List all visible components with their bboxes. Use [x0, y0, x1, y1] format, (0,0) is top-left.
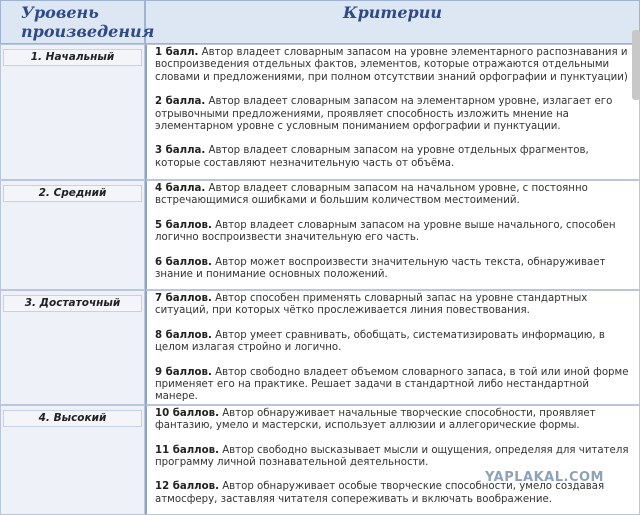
criteria-entry	[155, 257, 631, 282]
criteria-entry	[155, 183, 631, 208]
criteria-text: Автор может воспроизвести значительную часть текста, обнаруживает знание и понимание основных положений.	[155, 256, 606, 281]
criteria-text: Автор владеет словарным запасом на уровне отдельных фрагментов, которые составляют незначительную часть от объёма.	[155, 145, 589, 169]
score-label: 7 баллов.	[155, 293, 212, 304]
criteria-text: Автор способен применять словарный запас на уровне стандартных ситуаций, при которых чётко прослеживается линия повествования.	[155, 293, 588, 317]
criteria-text: Автор владеет словарным запасом на элементарном уровне, излагает его отрывочными предложениями, проявляет способность изложить мнение на элементарном уровне с условным пониманием орфографии и пунктуации.	[155, 96, 613, 133]
criteria-cell	[145, 44, 640, 180]
site-watermark: YAPLAKAL.COM	[485, 470, 604, 485]
criteria-entry	[155, 445, 631, 470]
criteria-entry	[155, 330, 631, 355]
level-column-header: Уровень произведения	[0, 0, 145, 44]
level-cell	[0, 180, 145, 290]
criteria-entry	[155, 293, 631, 318]
table-row	[0, 180, 640, 290]
level-label: 4. Высокий	[3, 410, 142, 427]
criteria-cell	[145, 405, 640, 515]
criteria-text: Автор умеет сравнивать, обобщать, систематизировать информацию, в целом излагая стройно и логично.	[155, 329, 605, 354]
criteria-entry	[155, 408, 631, 433]
criteria-text: Автор владеет словарным запасом на уровне элементарного распознавания и воспроизведения отдельных фактов, элементов, которые отражаются отдельными словами и предложениями, при полном отсутствии знаний орфографии и пунктуации)	[155, 47, 628, 83]
criteria-text: Автор свободно высказывает мысли и ощущения, определяя для читателя программу личной познавательной деятельности.	[155, 444, 629, 469]
level-label: 3. Достаточный	[3, 295, 142, 312]
criteria-entry	[155, 47, 631, 84]
level-label: 2. Средний	[3, 185, 142, 202]
criteria-cell	[145, 180, 640, 290]
criteria-entry	[155, 367, 631, 404]
criteria-entry	[155, 96, 631, 133]
scrollbar-thumb[interactable]	[632, 30, 640, 100]
score-label: 6 баллов.	[155, 256, 212, 268]
header-row	[0, 0, 640, 44]
level-label: 1. Начальный	[3, 49, 142, 66]
criteria-text: Автор свободно владеет объемом словарного запаса, в той или иной форме применяет его на практике. Решает задачи в стандартной либо нестандартной манере.	[155, 366, 629, 403]
score-label: 2 балла.	[155, 96, 206, 108]
score-label: 4 балла.	[155, 183, 206, 194]
criteria-entry	[155, 220, 631, 245]
score-label: 12 баллов.	[155, 481, 219, 493]
score-label: 3 балла.	[155, 145, 206, 157]
criteria-cell	[145, 290, 640, 405]
criteria-entry	[155, 145, 631, 170]
score-label: 10 баллов.	[155, 407, 219, 419]
criteria-entry	[155, 481, 631, 506]
table-row	[0, 290, 640, 405]
table-row	[0, 405, 640, 515]
criteria-text: Автор обнаруживает особые творческие способности, умело создавая атмосферу, заставляя читателя сопереживать и включать воображение.	[155, 481, 605, 505]
score-label: 9 баллов.	[155, 366, 212, 378]
score-label: 1 балл.	[155, 47, 199, 58]
level-cell	[0, 290, 145, 405]
criteria-text: Автор обнаруживает начальные творческие способности, проявляет фантазию, умело и мастерски, использует аллюзии и аллегорические формы.	[155, 407, 596, 432]
score-label: 8 баллов.	[155, 329, 212, 341]
criteria-text: Автор владеет словарным запасом на уровне выше начального, способен логично воспроизвести значительную его часть.	[155, 219, 616, 244]
level-cell	[0, 405, 145, 515]
criteria-column-header: Критерии	[145, 0, 640, 44]
level-cell	[0, 44, 145, 180]
score-label: 5 баллов.	[155, 219, 212, 231]
criteria-text: Автор владеет словарным запасом на начальном уровне, с постоянно встречающимися ошибками и большим количеством местоимений.	[155, 183, 588, 207]
score-label: 11 баллов.	[155, 444, 219, 456]
table-row	[0, 44, 640, 180]
